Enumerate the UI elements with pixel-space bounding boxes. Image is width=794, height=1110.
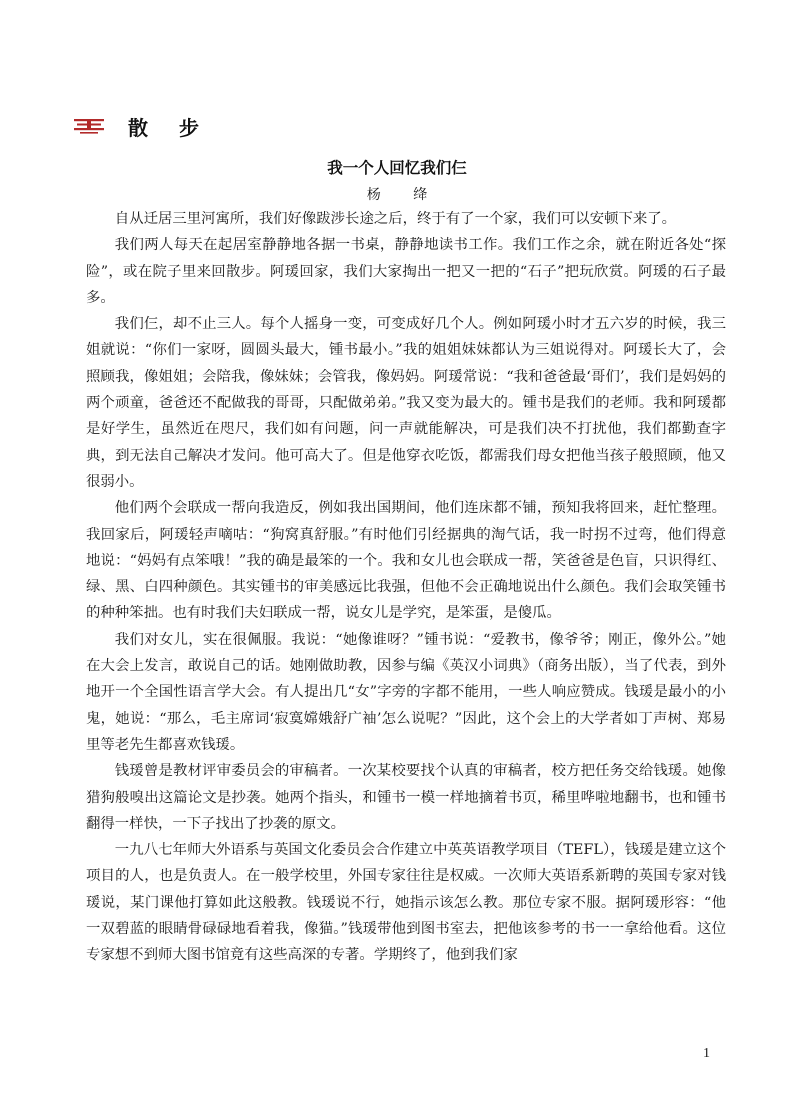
ornament-icon <box>74 117 104 135</box>
page-number: 1 <box>703 1046 710 1061</box>
section-header <box>74 112 211 140</box>
paragraph: 我们两人每天在起居室静静地各据一书桌，静静地读书工作。我们工作之余，就在附近各处“探险”，或在院子里来回散步。阿瑗回家，我们大家掏出一把又一把的“石子”把玩欣赏。阿瑗的石子最多。 <box>86 237 726 306</box>
paragraph: 我们仨，却不止三人。每个人摇身一变，可变成好几个人。例如阿瑗小时才五六岁的时候，我三姐就说：“你们一家呀，圆圆头最大，锺书最小。”我的姐姐妹妹都认为三姐说得对。阿瑗长大了，会照顾我，像姐姐；会陪我，像妹妹；会管我，像妈妈。阿瑗常说：“我和爸爸最‘哥们’，我们是妈妈的两个顽童，爸爸还不配做我的哥哥，只配做弟弟。”我又变为最大的。锺书是我们的老师。我和阿瑗都是好学生，虽然近在咫尺，我们如有问题，问一声就能解决，可是我们决不打扰他，我们都勤查字典，到无法自己解决才发问。他可高大了。但是他穿衣吃饭，都需我们母女把他当孩子般照顾，他又很弱小。 <box>86 316 726 490</box>
article-body <box>86 206 726 969</box>
paragraph: 自从迁居三里河寓所，我们好像跋涉长途之后，终于有了一个家，我们可以安顿下来了。 <box>114 211 677 227</box>
paragraph: 钱瑗曾是教材评审委员会的审稿者。一次某校要找个认真的审稿者，校方把任务交给钱瑗。她像猎狗般嗅出这篇论文是抄袭。她两个指头，和锺书一模一样地摘着书页，稀里哗啦地翻书，也和锺书翻得一样快，一下子找出了抄袭的原文。 <box>86 763 726 832</box>
paragraph: 我们对女儿，实在很佩服。我说：“她像谁呀？”锺书说：“爱教书，像爷爷；刚正，像外公。”她在大会上发言，敢说自己的话。她刚做助教，因参与编《英汉小词典》（商务出版），当了代表，到外地开一个全国性语言学大会。有人提出几“女”字旁的字都不能用，一些人响应赞成。钱瑗是最小的小鬼，她说：“那么，毛主席词‘寂寞嫦娥舒广袖’怎么说呢？”因此，这个会上的大学者如丁声树、郑易里等老先生都喜欢钱瑗。 <box>86 631 726 753</box>
paragraph: 他们两个会联成一帮向我造反，例如我出国期间，他们连床都不铺，预知我将回来，赶忙整理。我回家后，阿瑗轻声嘀咕：“狗窝真舒服。”有时他们引经据典的淘气话，我一时拐不过弯，他们得意地说：“妈妈有点笨哦！”我的确是最笨的一个。我和女儿也会联成一帮，笑爸爸是色盲，只识得红、绿、黑、白四种颜色。其实锺书的审美感远比我强，但他不会正确地说出什么颜色。我们会取笑锺书的种种笨拙。也有时我们夫妇联成一帮，说女儿是学究，是笨蛋，是傻瓜。 <box>86 500 726 622</box>
article-title: 我一个人回忆我们仨 <box>327 159 467 177</box>
paragraph: 一九八七年师大外语系与英国文化委员会合作建立中英英语教学项目（TEFL），钱瑗是建立这个项目的人，也是负责人。在一般学校里，外国专家往往是权威。一次师大英语系新聘的英国专家对钱瑗说，某门课他打算如此这般教。钱瑗说不行，她指示该怎么教。那位专家不服。据阿瑗形容：“他一双碧蓝的眼睛骨碌碌地看着我，像猫。”钱瑗带他到图书室去，把他该参考的书一一拿给他看。这位专家想不到师大图书馆竟有这些高深的专著。学期终了，他到我们家 <box>86 842 726 964</box>
author-name: 杨 绛 <box>366 187 442 203</box>
section-title: 散 步 <box>128 115 211 140</box>
